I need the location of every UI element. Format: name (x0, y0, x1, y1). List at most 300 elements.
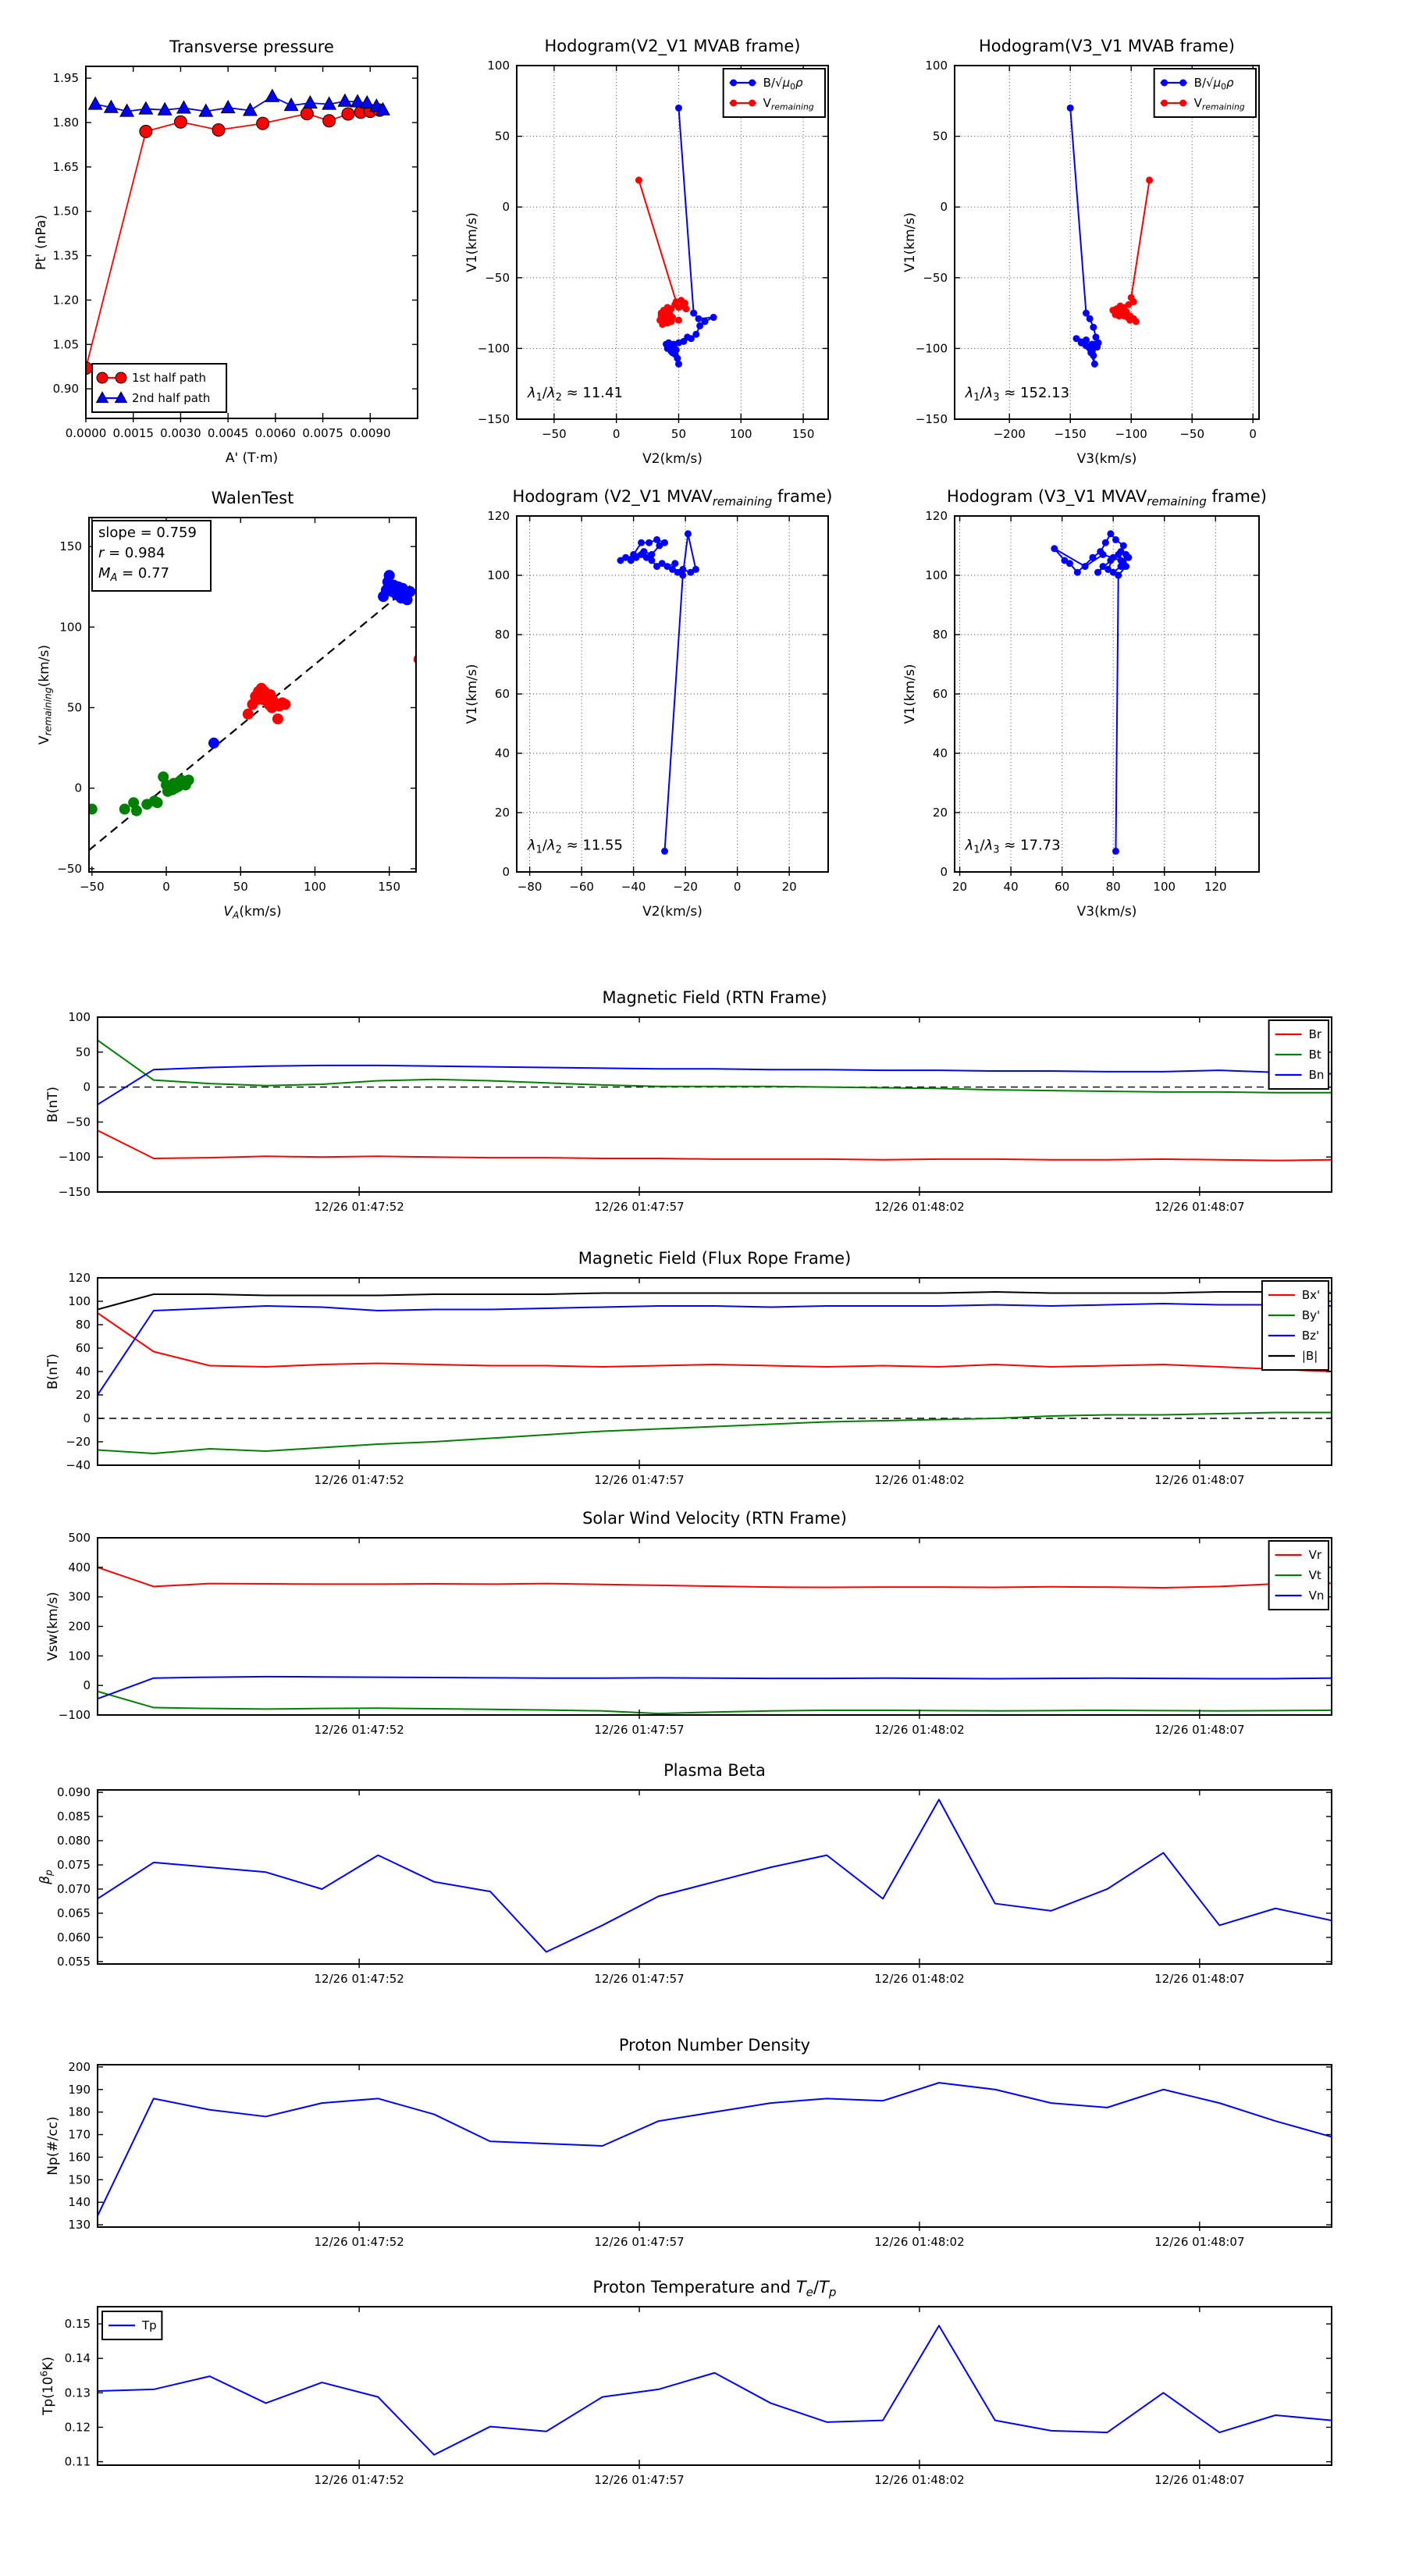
marker (1118, 557, 1125, 564)
legend-label: Bn (1308, 1068, 1325, 1082)
y-tick-label: 120 (68, 1271, 91, 1285)
marker (1102, 539, 1109, 546)
walen-test-plot-area (87, 570, 425, 850)
plasma-beta-plot-area (98, 1799, 1332, 1952)
legend-label: $B/√\mu_0\rho$ (1193, 76, 1234, 92)
y-tick-label: 200 (68, 1619, 91, 1634)
hodogram-v2v1-mvab-title: Hodogram(V2_V1 MVAB frame) (544, 37, 801, 55)
hodogram-v2v1-mvav-xlabel: V2(km/s) (642, 904, 702, 920)
magnetic-field-rtn-ylabel: B(nT) (45, 1086, 61, 1123)
y-tick-label: 0 (940, 865, 948, 879)
y-tick-label: −100 (58, 1150, 91, 1165)
marker (696, 322, 703, 329)
x-tick-label: 100 (729, 427, 752, 441)
x-tick-label: 12/26 01:48:02 (874, 2235, 965, 2249)
marker (1115, 572, 1122, 579)
y-tick-label: 100 (925, 568, 948, 582)
solar-wind-velocity-series-Vt (98, 1692, 1332, 1713)
y-tick-label: 0.15 (64, 2317, 91, 2332)
x-tick-label: 150 (378, 880, 401, 894)
walen-test-textbox (92, 521, 211, 591)
marker (243, 709, 254, 720)
transverse-pressure-plot-area (80, 90, 389, 375)
marker (174, 116, 187, 128)
marker (119, 804, 130, 815)
y-tick-label: −20 (66, 1435, 91, 1449)
marker (404, 586, 415, 597)
transverse-pressure-title: Transverse pressure (169, 37, 334, 56)
y-tick-label: 190 (68, 2082, 91, 2097)
magnetic-field-flux-rope-series-Bx-prime (98, 1313, 1332, 1372)
marker (730, 80, 737, 87)
y-tick-label: 1.05 (52, 337, 79, 352)
marker (690, 310, 697, 317)
y-tick-label: 50 (932, 129, 948, 144)
panel-hodogram-v2v1-mvab (464, 37, 828, 467)
walen-test-title: WalenTest (211, 489, 294, 507)
y-tick-label: 0 (74, 781, 82, 795)
marker (653, 536, 660, 543)
magnetic-field-flux-rope-legend (1262, 1281, 1329, 1370)
marker (1107, 557, 1114, 564)
panel-proton-number-density (45, 2036, 1332, 2249)
plasma-beta-series-beta-p (98, 1799, 1332, 1952)
y-tick-label: −40 (66, 1458, 91, 1472)
transverse-pressure-ylabel: Pt' (nPa) (34, 215, 49, 270)
marker (177, 101, 190, 113)
marker (1100, 551, 1107, 558)
x-tick-label: 12/26 01:47:52 (314, 1972, 404, 1986)
y-tick-label: −150 (915, 412, 948, 426)
y-tick-label: 40 (494, 746, 510, 760)
y-tick-label: −100 (915, 341, 948, 356)
x-tick-label: 12/26 01:47:57 (594, 1723, 685, 1737)
axes-border (98, 2307, 1332, 2465)
y-tick-label: 150 (68, 2172, 91, 2187)
marker (671, 560, 678, 567)
marker (1081, 340, 1088, 347)
proton-temperature-plot-area (98, 2325, 1332, 2454)
transverse-pressure-legend (92, 364, 226, 412)
marker (87, 804, 98, 815)
panel-solar-wind-velocity (45, 1509, 1332, 1737)
y-tick-label: 60 (494, 687, 510, 701)
y-tick-label: 0 (83, 1411, 91, 1425)
solar-wind-velocity-series-Vn (98, 1677, 1332, 1699)
magnetic-field-flux-rope-plot-area (98, 1292, 1332, 1453)
panel-proton-temperature (39, 2278, 1332, 2487)
y-tick-label: 0 (940, 200, 948, 215)
marker (687, 569, 694, 576)
transverse-pressure-xlabel: A' (T·m) (225, 450, 279, 466)
y-tick-label: 0.070 (57, 1881, 91, 1896)
y-tick-label: 0.055 (57, 1954, 91, 1969)
x-tick-label: 0.0045 (207, 426, 249, 440)
x-tick-label: 12/26 01:47:57 (594, 2473, 685, 2487)
marker (1122, 563, 1129, 570)
plasma-beta-ylabel: $\beta_p$ (37, 1870, 55, 1884)
x-tick-label: −150 (1054, 427, 1087, 441)
proton-temperature-series-Tp (98, 2325, 1332, 2454)
proton-temperature-ylabel: $Tp(10^6K)$ (38, 2356, 56, 2416)
x-tick-label: 12/26 01:47:57 (594, 2235, 685, 2249)
hodogram-v2v1-mvav-ylabel: V1(km/s) (464, 664, 480, 724)
magnetic-field-flux-rope-title: Magnetic Field (Flux Rope Frame) (578, 1249, 852, 1268)
x-tick-label: 12/26 01:47:57 (594, 1972, 685, 1986)
solar-wind-velocity-plot-area (98, 1567, 1332, 1713)
x-tick-label: 12/26 01:48:07 (1154, 1473, 1245, 1487)
panel-transverse-pressure (34, 37, 418, 466)
walen-test-xlabel: $V_A(km/s)$ (223, 904, 282, 921)
x-tick-label: 0 (733, 880, 742, 894)
y-tick-label: 400 (68, 1560, 91, 1574)
x-tick-label: 12/26 01:48:07 (1154, 1972, 1245, 1986)
marker (675, 105, 682, 112)
marker (257, 117, 269, 130)
x-tick-label: 50 (670, 427, 687, 441)
x-tick-label: 0.0015 (112, 426, 154, 440)
legend-label: Tp (142, 2318, 157, 2332)
marker (97, 372, 108, 383)
x-tick-label: 12/26 01:47:52 (314, 1723, 404, 1737)
y-tick-label: 40 (932, 746, 948, 760)
textbox-line: $M_A = 0.77$ (98, 565, 170, 584)
marker (1082, 563, 1089, 570)
hodogram-v3v1-mvab-plot-area (955, 66, 1259, 419)
marker (1125, 554, 1132, 561)
solar-wind-velocity-series-Vr (98, 1567, 1332, 1588)
marker (638, 539, 645, 546)
hodogram-v3v1-mvav-annotation: $\lambda_1/\lambda_3 \approx 17.73$ (965, 837, 1061, 856)
panel-magnetic-field-rtn (45, 988, 1332, 1214)
marker (710, 314, 717, 321)
y-tick-label: 160 (68, 2150, 91, 2165)
marker (1146, 176, 1153, 183)
textbox-line: slope = 0.759 (98, 525, 197, 541)
marker (1094, 343, 1101, 350)
y-tick-label: 0 (502, 200, 510, 215)
x-tick-label: 20 (781, 880, 797, 894)
y-tick-label: 120 (487, 509, 510, 523)
y-tick-label: −150 (58, 1185, 91, 1199)
marker (661, 848, 668, 855)
marker (323, 115, 336, 127)
marker (675, 361, 682, 368)
marker (659, 321, 666, 328)
marker (140, 125, 152, 137)
hodogram-v3v1-mvab-ylabel: V1(km/s) (902, 212, 918, 272)
y-tick-label: 50 (66, 700, 82, 715)
y-tick-label: 20 (75, 1388, 91, 1402)
marker (1094, 569, 1101, 576)
legend-label: Br (1308, 1027, 1322, 1041)
magnetic-field-flux-rope-ylabel: B(nT) (45, 1353, 61, 1390)
proton-temperature-legend (102, 2311, 162, 2339)
solar-wind-velocity-ylabel: Vsw(km/s) (45, 1592, 61, 1661)
marker (1091, 361, 1098, 368)
marker (1074, 569, 1081, 576)
marker (667, 318, 674, 325)
proton-temperature-title: Proton Temperature and $T_e/T_p$ (592, 2278, 837, 2300)
x-tick-label: 12/26 01:48:07 (1154, 1200, 1245, 1214)
y-tick-label: 20 (932, 806, 948, 820)
marker (131, 806, 142, 817)
x-tick-label: 0.0060 (254, 426, 297, 440)
y-tick-label: 100 (925, 59, 948, 73)
marker (1107, 530, 1114, 537)
magnetic-field-rtn-plot-area (98, 1041, 1332, 1161)
proton-number-density-plot-area (98, 2083, 1332, 2215)
y-tick-label: 40 (75, 1364, 91, 1379)
y-tick-label: 1.65 (52, 159, 79, 174)
legend-label: 2nd half path (132, 391, 211, 405)
hodogram-v3v1-mvav-plot-area (955, 516, 1259, 872)
marker (116, 372, 126, 383)
legend-label: Bx' (1301, 1288, 1321, 1302)
x-tick-label: 0.0000 (65, 426, 107, 440)
panel-hodogram-v3v1-mvab (902, 37, 1259, 467)
marker (646, 539, 653, 546)
y-tick-label: 0 (502, 865, 510, 879)
marker (338, 94, 351, 107)
axes-border (98, 2065, 1332, 2227)
y-tick-label: 300 (68, 1589, 91, 1604)
y-tick-label: 140 (68, 2195, 91, 2210)
hodogram-v2v1-mvav-annotation: $\lambda_1/\lambda_2 \approx 11.55$ (527, 837, 623, 856)
hodogram-v3v1-mvab-annotation: $\lambda_1/\lambda_3 \approx 152.13$ (965, 384, 1070, 404)
hodogram-v2v1-mvab-series-b-over-sqrt-mu0rho (667, 108, 714, 364)
solar-wind-velocity-title: Solar Wind Velocity (RTN Frame) (582, 1509, 847, 1528)
hodogram-v2v1-mvab-annotation: $\lambda_1/\lambda_2 \approx 11.41$ (527, 384, 623, 404)
y-tick-label: 80 (932, 628, 948, 642)
panel-walen-test (37, 489, 425, 921)
marker (749, 80, 756, 87)
y-tick-label: −50 (66, 1115, 91, 1130)
x-tick-label: 12/26 01:47:52 (314, 1200, 404, 1214)
hodogram-v2v1-mvav-plot-area (517, 516, 828, 872)
marker (661, 539, 668, 546)
y-tick-label: 60 (932, 687, 948, 701)
y-tick-label: 100 (68, 1010, 91, 1024)
y-tick-label: −50 (57, 861, 82, 876)
marker (669, 349, 676, 356)
y-tick-label: 0.11 (64, 2454, 91, 2469)
y-tick-label: 1.80 (52, 116, 79, 130)
y-tick-label: 500 (68, 1531, 91, 1545)
panel-hodogram-v2v1-mvav (464, 487, 832, 920)
marker (1112, 848, 1119, 855)
y-tick-label: 80 (75, 1318, 91, 1332)
solar-wind-velocity-legend (1269, 1541, 1329, 1610)
y-tick-label: 200 (68, 2059, 91, 2074)
x-tick-label: 12/26 01:48:07 (1154, 2473, 1245, 2487)
y-tick-label: 120 (925, 509, 948, 523)
panel-hodogram-v3v1-mvav (902, 487, 1267, 920)
y-tick-label: 100 (68, 1294, 91, 1308)
y-tick-label: 0.080 (57, 1834, 91, 1848)
y-tick-label: 50 (75, 1044, 91, 1059)
marker (730, 100, 737, 107)
x-tick-label: 12/26 01:47:52 (314, 2235, 404, 2249)
magnetic-field-rtn-series-Br (98, 1130, 1332, 1161)
marker (1118, 305, 1125, 312)
legend-label: |B| (1301, 1349, 1318, 1363)
y-tick-label: 100 (68, 1649, 91, 1663)
y-tick-label: 50 (494, 129, 510, 144)
marker (183, 774, 194, 785)
hodogram-v2v1-mvab-ylabel: V1(km/s) (464, 212, 480, 272)
y-tick-label: 80 (494, 628, 510, 642)
x-tick-label: 60 (1055, 880, 1070, 894)
axes-border (955, 66, 1259, 419)
marker (1087, 315, 1094, 322)
marker (279, 699, 290, 710)
y-tick-label: 0 (83, 1080, 91, 1094)
panel-magnetic-field-flux-rope (45, 1249, 1332, 1487)
x-tick-label: 0 (162, 880, 170, 894)
y-tick-label: 0.060 (57, 1930, 91, 1944)
y-tick-label: 150 (59, 539, 82, 554)
y-tick-label: −100 (58, 1708, 91, 1722)
marker (152, 797, 163, 808)
x-tick-label: 12/26 01:48:02 (874, 1473, 965, 1487)
marker (617, 557, 624, 564)
x-tick-label: 12/26 01:47:57 (594, 1200, 685, 1214)
y-tick-label: 0.075 (57, 1858, 91, 1873)
marker (304, 96, 317, 109)
marker (640, 548, 647, 555)
marker (1100, 563, 1107, 570)
y-tick-label: 1.20 (52, 293, 79, 308)
marker (1179, 100, 1186, 107)
hodogram-v3v1-mvav-series-velocity-hodogram (1055, 534, 1129, 852)
x-tick-label: −20 (673, 880, 698, 894)
marker (1126, 317, 1133, 324)
marker (1089, 554, 1096, 561)
legend-label: 1st half path (132, 371, 207, 385)
hodogram-v3v1-mvab-xlabel: V3(km/s) (1076, 451, 1137, 467)
y-tick-label: 20 (494, 806, 510, 820)
marker (342, 108, 354, 120)
marker (1090, 324, 1097, 331)
x-tick-label: 12/26 01:47:52 (314, 2473, 404, 2487)
marker (1161, 80, 1168, 87)
x-tick-label: 12/26 01:47:57 (594, 1473, 685, 1487)
y-tick-label: 0.14 (64, 2351, 91, 2366)
marker (1112, 536, 1119, 543)
y-tick-label: 180 (68, 2105, 91, 2119)
x-tick-label: 120 (1204, 880, 1227, 894)
x-tick-label: −40 (621, 880, 646, 894)
x-tick-label: 100 (1153, 880, 1176, 894)
x-tick-label: 0 (612, 427, 621, 441)
hodogram-v2v1-mvav-series-velocity-hodogram (621, 534, 695, 852)
marker (635, 176, 642, 183)
hodogram-v2v1-mvab-legend (724, 69, 825, 117)
axes-border (98, 1017, 1332, 1192)
walen-test-ylabel: $V_{remaining}(km/s)$ (37, 645, 54, 745)
x-tick-label: 12/26 01:48:02 (874, 2473, 965, 2487)
plasma-beta-title: Plasma Beta (663, 1761, 766, 1780)
legend-label: By' (1301, 1308, 1321, 1322)
y-tick-label: 60 (75, 1341, 91, 1355)
y-tick-label: 1.50 (52, 204, 79, 219)
x-tick-label: 150 (791, 427, 815, 441)
marker (1067, 105, 1074, 112)
legend-label: Vr (1308, 1548, 1322, 1562)
legend-label: Bt (1308, 1048, 1321, 1062)
marker (1133, 318, 1140, 325)
legend-label: Bz' (1301, 1329, 1320, 1343)
hodogram-v3v1-mvab-title: Hodogram(V3_V1 MVAB frame) (979, 37, 1235, 55)
hodogram-v3v1-mvav-xlabel: V3(km/s) (1076, 904, 1137, 920)
y-tick-label: 0.085 (57, 1809, 91, 1824)
marker (272, 713, 283, 724)
y-tick-label: 0.090 (57, 1785, 91, 1800)
legend-label: $V_{remaining}$ (1193, 96, 1245, 112)
marker (88, 97, 101, 109)
y-tick-label: 0 (83, 1678, 91, 1693)
y-tick-label: 0.90 (52, 382, 79, 397)
magnetic-field-rtn-title: Magnetic Field (RTN Frame) (602, 988, 827, 1007)
x-tick-label: 12/26 01:48:02 (874, 1200, 965, 1214)
marker (1120, 543, 1127, 550)
x-tick-label: 50 (233, 880, 248, 894)
x-tick-label: 0 (1249, 427, 1257, 441)
y-tick-label: 0.065 (57, 1905, 91, 1920)
x-tick-label: −100 (1115, 427, 1147, 441)
y-tick-label: 1.35 (52, 248, 79, 263)
x-tick-label: 0.0090 (350, 426, 391, 440)
y-tick-label: 100 (487, 59, 510, 73)
x-tick-label: −80 (517, 880, 542, 894)
x-tick-label: 40 (1003, 880, 1019, 894)
y-tick-label: −150 (477, 412, 510, 426)
x-tick-label: −50 (1179, 427, 1205, 441)
hodogram-v3v1-mvav-ylabel: V1(km/s) (902, 664, 918, 724)
x-tick-label: −200 (993, 427, 1026, 441)
hodogram-v3v1-mvab-legend (1154, 69, 1256, 117)
legend-label: Vt (1308, 1568, 1321, 1582)
x-tick-label: 12/26 01:48:02 (874, 1723, 965, 1737)
marker (695, 315, 702, 322)
marker (1161, 100, 1168, 107)
marker (414, 654, 425, 665)
legend-label: Vn (1308, 1589, 1325, 1603)
hodogram-v2v1-mvab-plot-area (517, 66, 828, 419)
marker (675, 317, 682, 324)
marker (139, 101, 152, 114)
textbox-line: r = 0.984 (98, 545, 165, 561)
x-tick-label: 80 (1105, 880, 1121, 894)
y-tick-label: 1.95 (52, 71, 79, 86)
y-tick-label: −50 (485, 270, 510, 285)
x-tick-label: 12/26 01:47:52 (314, 1473, 404, 1487)
y-tick-label: 0.13 (64, 2386, 91, 2400)
marker (1061, 557, 1068, 564)
y-tick-label: 0.12 (64, 2420, 91, 2435)
hodogram-v3v1-mvav-title: Hodogram (V3_V1 $MVAV_{remaining}$ frame) (947, 487, 1267, 509)
marker (208, 738, 219, 749)
marker (749, 100, 756, 107)
marker (384, 570, 395, 581)
x-tick-label: −50 (79, 880, 105, 894)
x-tick-label: 12/26 01:48:02 (874, 1972, 965, 1986)
x-tick-label: −50 (542, 427, 567, 441)
x-tick-label: −60 (569, 880, 594, 894)
y-tick-label: 100 (487, 568, 510, 582)
marker (648, 551, 655, 558)
